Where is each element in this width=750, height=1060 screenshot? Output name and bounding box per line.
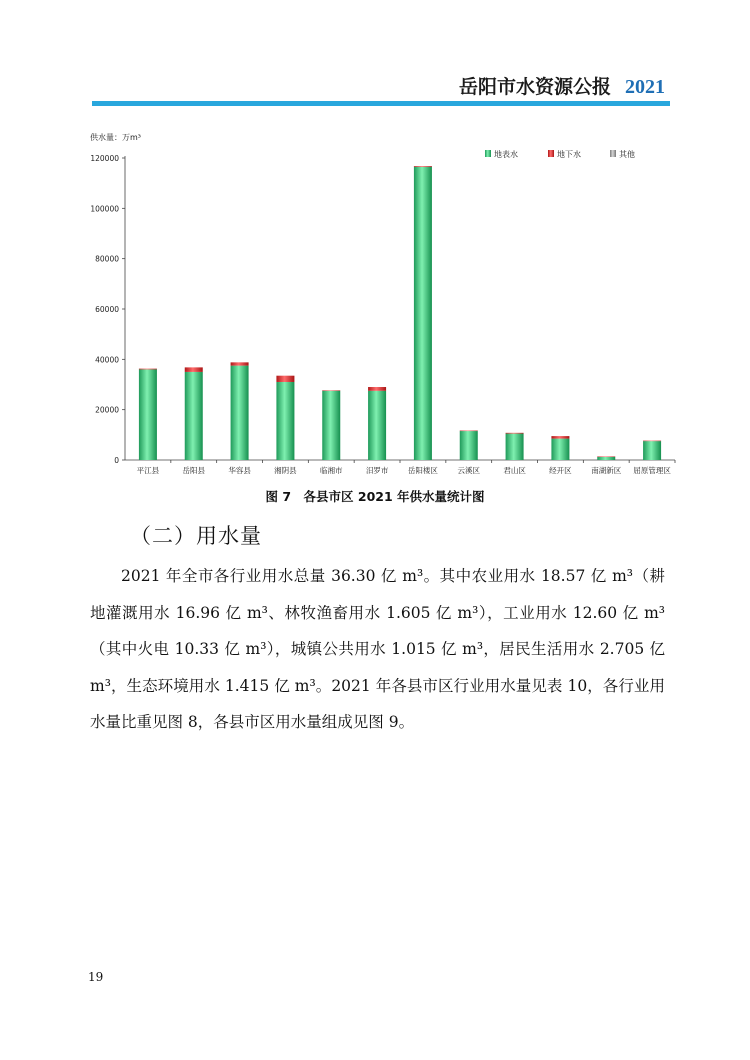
bar-地下水 [597, 456, 615, 457]
chart-svg [85, 128, 685, 483]
bar-地下水 [460, 431, 478, 432]
x-tick-label: 经开区 [549, 466, 572, 475]
bar-地表水 [460, 431, 478, 460]
x-tick-label: 君山区 [503, 466, 526, 475]
bar-地下水 [276, 376, 294, 382]
y-tick-label: 100000 [90, 204, 119, 214]
bar-地表水 [643, 441, 661, 460]
y-tick-label: 40000 [95, 355, 119, 365]
body-paragraph: 2021 年全市各行业用水总量 36.30 亿 m³。其中农业用水 18.57 亿 m³（耕地灌溉用水 16.96 亿 m³、林牧渔畜用水 1.605 亿 m³），工业用水 12.60 亿 m³（其中火电 10.33 亿 m³），城镇公共用水 1.015 亿 m³，居民生活用水 2.705 亿 m³，生态环境用水 1.415 亿 m³。2021 年各县市区行业用水量见表 10，各行业用水量比重见图 8，各县市区用水量组成见图 9。 [90, 567, 665, 731]
bar-地下水 [506, 433, 524, 434]
body-paragraph-block [90, 558, 665, 741]
supply-chart [85, 128, 685, 483]
x-tick-label: 湘阴县 [274, 466, 297, 475]
bar-地表水 [414, 167, 432, 460]
bar-地下水 [185, 367, 203, 372]
x-tick-label: 岳阳楼区 [407, 466, 438, 475]
bar-地表水 [551, 439, 569, 460]
legend-label: 其他 [619, 150, 635, 159]
legend-swatch-其他 [610, 150, 616, 157]
figure-caption: 图 7 各县市区 2021 年供水量统计图 [265, 489, 485, 504]
legend-label: 地表水 [494, 150, 518, 159]
x-tick-label: 平江县 [136, 466, 160, 475]
y-tick-label: 60000 [95, 305, 119, 314]
bar-地表水 [322, 391, 340, 460]
bar-地下水 [368, 387, 386, 391]
page-number: 19 [88, 970, 104, 984]
section-title: （二）用水量 [130, 524, 262, 548]
x-tick-label: 云溪区 [457, 466, 480, 475]
bar-地表水 [185, 372, 203, 460]
x-tick-label: 华容县 [228, 466, 251, 475]
bar-地表水 [139, 369, 157, 460]
x-tick-label: 南湖新区 [591, 466, 622, 475]
bar-地下水 [643, 441, 661, 442]
y-tick-label: 0 [114, 456, 119, 465]
x-tick-label: 汨罗市 [365, 466, 389, 475]
bar-地表水 [597, 457, 615, 460]
y-axis-label: 供水量：万m³ [90, 133, 141, 142]
x-tick-label: 屈原管理区 [633, 466, 671, 475]
x-tick-label: 岳阳县 [182, 466, 205, 475]
header-rule [92, 101, 670, 106]
y-tick-label: 20000 [95, 405, 119, 415]
bar-地下水 [322, 390, 340, 391]
bar-地下水 [231, 362, 249, 365]
legend-swatch-地下水 [548, 150, 554, 157]
bar-地表水 [506, 434, 524, 460]
bar-地表水 [276, 382, 294, 460]
report-year: 2021 [625, 76, 665, 98]
y-tick-label: 120000 [90, 154, 119, 163]
report-header [0, 72, 665, 99]
bar-地下水 [551, 436, 569, 439]
report-title: 岳阳市水资源公报 [458, 76, 611, 98]
y-tick-label: 80000 [95, 254, 119, 264]
bar-地表水 [368, 391, 386, 460]
x-tick-label: 临湘市 [320, 466, 343, 475]
legend-swatch-地表水 [485, 150, 491, 157]
bar-地表水 [231, 366, 249, 460]
bar-地下水 [139, 369, 157, 370]
legend-label: 地下水 [557, 150, 581, 159]
bar-地下水 [414, 166, 432, 167]
